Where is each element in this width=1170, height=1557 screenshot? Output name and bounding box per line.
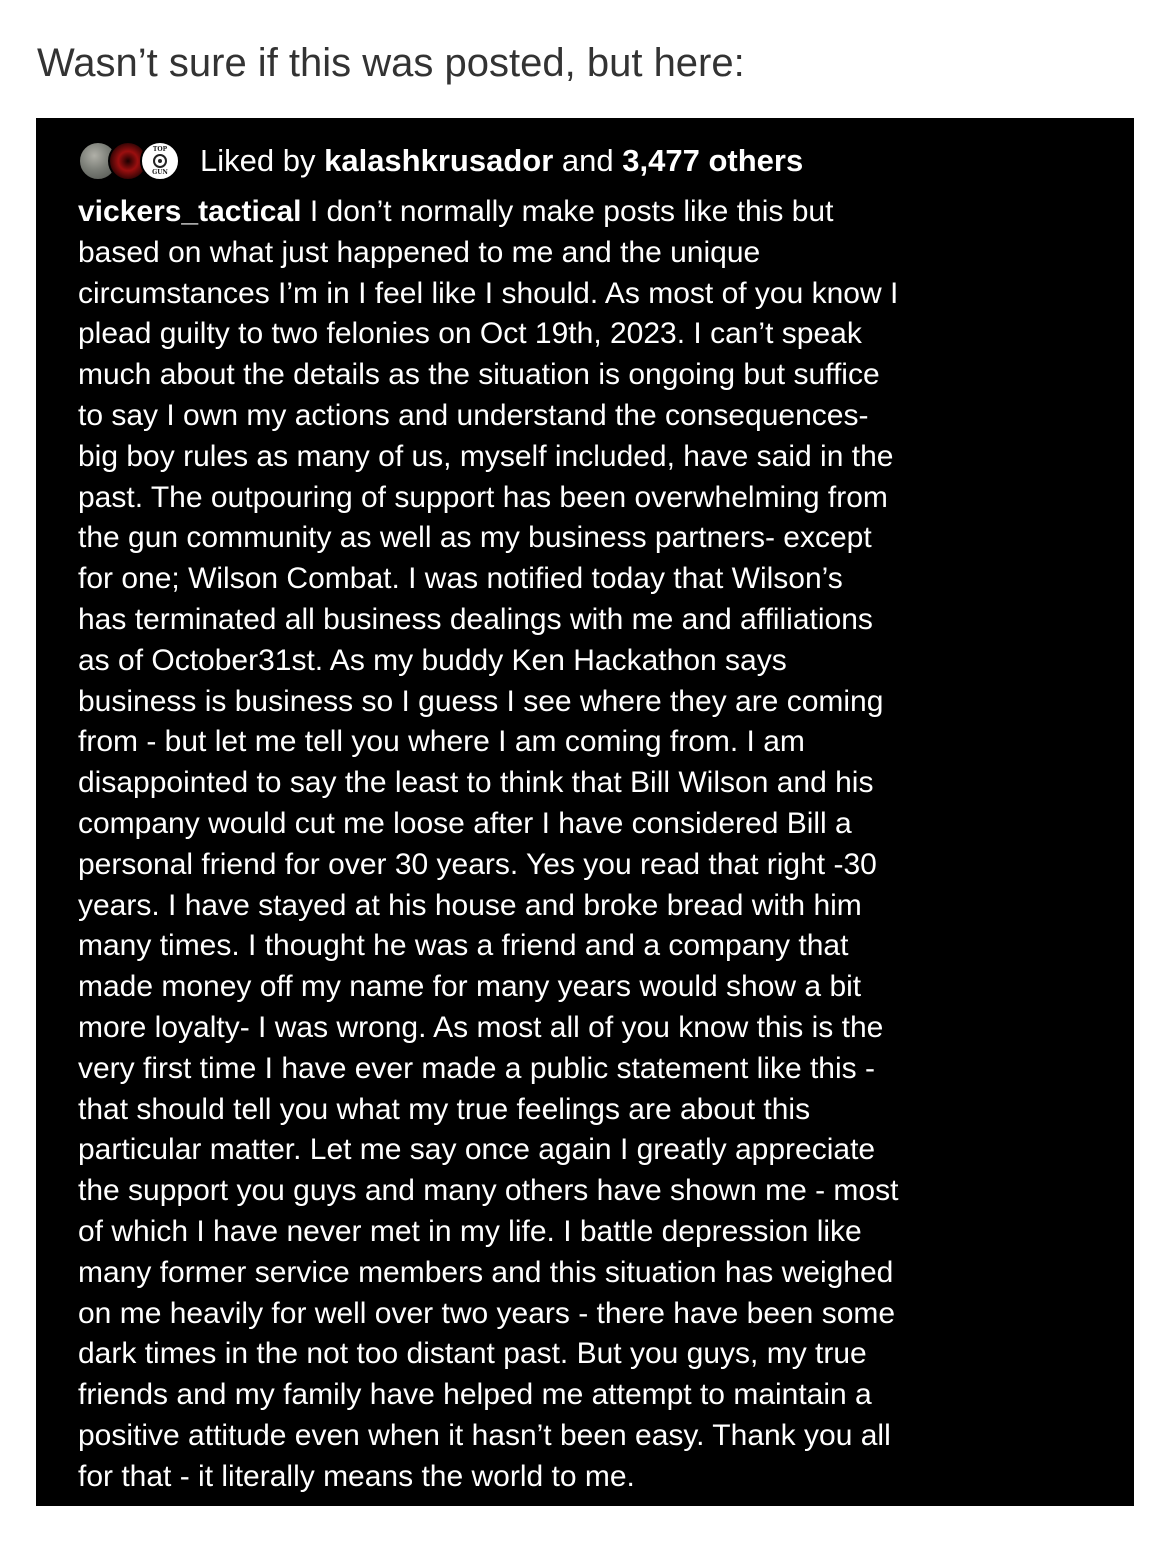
caption-line: particular matter. Let me say once again I greatly appreciate xyxy=(78,1133,876,1167)
liked-by-row[interactable] xyxy=(78,138,803,184)
caption-line: more loyalty- I was wrong. As most all of you know this is the xyxy=(78,1010,884,1044)
caption-line: plead guilty to two felonies on Oct 19th, 2023. I can’t speak xyxy=(78,317,862,351)
caption-line: for one; Wilson Combat. I was notified today that Wilson’s xyxy=(78,562,843,596)
caption-line: for that - it literally means the world to me. xyxy=(78,1459,635,1493)
liker-avatars xyxy=(78,138,190,184)
caption-line: company would cut me loose after I have considered Bill a xyxy=(78,806,852,840)
likes-prefix: Liked by xyxy=(200,143,316,178)
caption-line: of which I have never met in my life. I battle depression like xyxy=(78,1214,862,1248)
caption-line: dark times in the not too distant past. But you guys, my true xyxy=(78,1337,867,1371)
caption-line: business is business so I guess I see where they are coming xyxy=(78,684,884,718)
intro-text: Wasn’t sure if this was posted, but here: xyxy=(37,41,745,85)
likes-count[interactable]: 3,477 others xyxy=(622,143,804,178)
post-caption xyxy=(78,192,1108,1498)
target-dot xyxy=(158,159,162,163)
caption-line: many times. I thought he was a friend and a company that xyxy=(78,929,849,963)
post-username[interactable]: vickers_tactical xyxy=(78,195,302,228)
embedded-screenshot xyxy=(36,118,1134,1506)
caption-line: years. I have stayed at his house and broke bread with him xyxy=(78,888,862,922)
caption-line: positive attitude even when it hasn’t been easy. Thank you all xyxy=(78,1418,891,1452)
caption-line: circumstances I’m in I feel like I should. As most of you know I xyxy=(78,276,899,310)
caption-text: I don’t normally make posts like this but xyxy=(309,195,834,228)
avatar-top-text: TOP xyxy=(152,146,168,153)
caption-line: on me heavily for well over two years - there have been some xyxy=(78,1296,896,1330)
caption-line: many former service members and this situation has weighed xyxy=(78,1255,894,1289)
liked-by-username[interactable]: kalashkrusador xyxy=(324,143,554,178)
caption-line: the support you guys and many others have shown me - most xyxy=(78,1174,899,1208)
caption-line: to say I own my actions and understand the consequences- xyxy=(78,398,869,432)
caption-line: has terminated all business dealings with me and affiliations xyxy=(78,602,873,636)
caption-line: as of October31st. As my buddy Ken Hackathon says xyxy=(78,643,787,677)
avatar-bottom-text: GUN xyxy=(152,169,168,176)
caption-line: big boy rules as many of us, myself included, have said in the xyxy=(78,439,894,473)
caption-line: friends and my family have helped me attempt to maintain a xyxy=(78,1378,872,1412)
caption-line: personal friend for over 30 years. Yes you read that right -30 xyxy=(78,847,877,881)
caption-line: past. The outpouring of support has been overwhelming from xyxy=(78,480,888,514)
caption-line: very first time I have ever made a public statement like this - xyxy=(78,1051,875,1085)
caption-line: disappointed to say the least to think that Bill Wilson and his xyxy=(78,766,874,800)
likes-middle: and xyxy=(561,143,614,178)
likes-summary xyxy=(200,141,803,181)
caption-line xyxy=(78,192,1108,233)
top-gun-avatar xyxy=(140,141,180,181)
caption-line: based on what just happened to me and the unique xyxy=(78,235,761,269)
caption-line: much about the details as the situation is ongoing but suffice xyxy=(78,358,880,392)
caption-line: that should tell you what my true feelings are about this xyxy=(78,1092,811,1126)
caption-line: from - but let me tell you where I am coming from. I am xyxy=(78,725,805,759)
caption-line: the gun community as well as my business partners- except xyxy=(78,521,872,555)
caption-line: made money off my name for many years would show a bit xyxy=(78,970,862,1004)
